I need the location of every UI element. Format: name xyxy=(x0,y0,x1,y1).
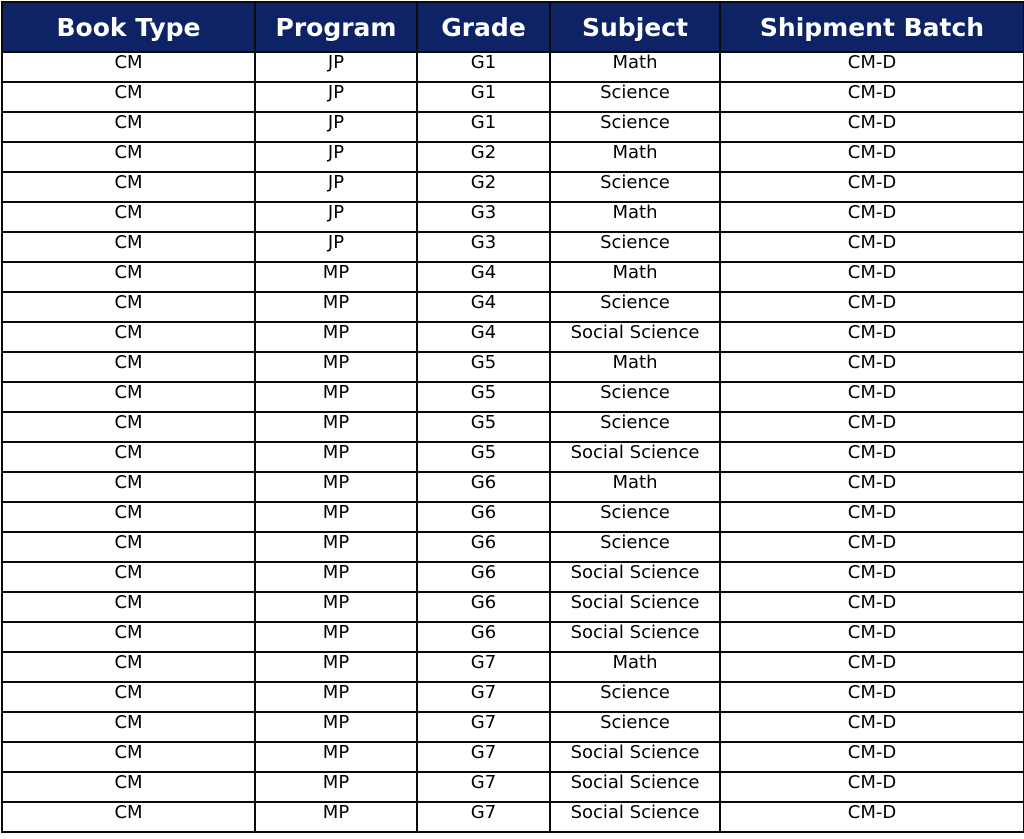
cell-shipment-batch: CM-D xyxy=(720,112,1024,142)
cell-book-type: CM xyxy=(2,562,255,592)
cell-subject: Social Science xyxy=(550,442,720,472)
cell-program: JP xyxy=(255,172,417,202)
cell-program: MP xyxy=(255,382,417,412)
cell-program: MP xyxy=(255,442,417,472)
cell-shipment-batch: CM-D xyxy=(720,652,1024,682)
cell-subject: Science xyxy=(550,112,720,142)
cell-book-type: CM xyxy=(2,592,255,622)
cell-shipment-batch: CM-D xyxy=(720,712,1024,742)
cell-grade: G4 xyxy=(417,322,550,352)
cell-grade: G4 xyxy=(417,292,550,322)
cell-book-type: CM xyxy=(2,52,255,82)
table-row xyxy=(2,322,1024,352)
cell-book-type: CM xyxy=(2,622,255,652)
cell-grade: G6 xyxy=(417,622,550,652)
table-row xyxy=(2,412,1024,442)
table-row xyxy=(2,262,1024,292)
cell-grade: G2 xyxy=(417,142,550,172)
cell-book-type: CM xyxy=(2,202,255,232)
table-row xyxy=(2,652,1024,682)
cell-book-type: CM xyxy=(2,442,255,472)
table-row xyxy=(2,502,1024,532)
cell-program: MP xyxy=(255,322,417,352)
cell-program: MP xyxy=(255,682,417,712)
cell-subject: Science xyxy=(550,412,720,442)
column-header-subject: Subject xyxy=(550,2,720,52)
cell-program: MP xyxy=(255,712,417,742)
cell-subject: Science xyxy=(550,292,720,322)
cell-shipment-batch: CM-D xyxy=(720,802,1024,832)
cell-subject: Science xyxy=(550,532,720,562)
table-row xyxy=(2,532,1024,562)
table-row xyxy=(2,352,1024,382)
cell-program: MP xyxy=(255,412,417,442)
cell-program: MP xyxy=(255,772,417,802)
cell-grade: G5 xyxy=(417,412,550,442)
cell-subject: Social Science xyxy=(550,592,720,622)
table-row xyxy=(2,82,1024,112)
cell-book-type: CM xyxy=(2,502,255,532)
cell-book-type: CM xyxy=(2,742,255,772)
cell-grade: G6 xyxy=(417,502,550,532)
cell-program: MP xyxy=(255,292,417,322)
cell-book-type: CM xyxy=(2,172,255,202)
cell-book-type: CM xyxy=(2,532,255,562)
cell-grade: G7 xyxy=(417,682,550,712)
table-row xyxy=(2,232,1024,262)
cell-book-type: CM xyxy=(2,712,255,742)
cell-shipment-batch: CM-D xyxy=(720,682,1024,712)
cell-shipment-batch: CM-D xyxy=(720,562,1024,592)
table-row xyxy=(2,442,1024,472)
cell-subject: Science xyxy=(550,232,720,262)
cell-program: MP xyxy=(255,532,417,562)
cell-shipment-batch: CM-D xyxy=(720,262,1024,292)
cell-program: MP xyxy=(255,352,417,382)
cell-subject: Social Science xyxy=(550,322,720,352)
cell-subject: Math xyxy=(550,352,720,382)
cell-shipment-batch: CM-D xyxy=(720,502,1024,532)
cell-program: MP xyxy=(255,802,417,832)
table-row xyxy=(2,592,1024,622)
cell-shipment-batch: CM-D xyxy=(720,532,1024,562)
table-row xyxy=(2,682,1024,712)
cell-shipment-batch: CM-D xyxy=(720,772,1024,802)
cell-subject: Social Science xyxy=(550,742,720,772)
cell-shipment-batch: CM-D xyxy=(720,622,1024,652)
cell-book-type: CM xyxy=(2,802,255,832)
table-row xyxy=(2,202,1024,232)
cell-shipment-batch: CM-D xyxy=(720,742,1024,772)
table-body xyxy=(2,52,1024,832)
cell-grade: G7 xyxy=(417,712,550,742)
table-row xyxy=(2,562,1024,592)
cell-subject: Math xyxy=(550,472,720,502)
column-header-shipment-batch: Shipment Batch xyxy=(720,2,1024,52)
cell-grade: G7 xyxy=(417,652,550,682)
table-header xyxy=(2,2,1024,52)
cell-book-type: CM xyxy=(2,232,255,262)
table-row xyxy=(2,622,1024,652)
table-row xyxy=(2,742,1024,772)
cell-shipment-batch: CM-D xyxy=(720,142,1024,172)
table-row xyxy=(2,112,1024,142)
cell-shipment-batch: CM-D xyxy=(720,382,1024,412)
cell-shipment-batch: CM-D xyxy=(720,82,1024,112)
cell-book-type: CM xyxy=(2,292,255,322)
cell-shipment-batch: CM-D xyxy=(720,292,1024,322)
cell-grade: G1 xyxy=(417,52,550,82)
cell-program: JP xyxy=(255,112,417,142)
cell-program: MP xyxy=(255,652,417,682)
cell-shipment-batch: CM-D xyxy=(720,592,1024,622)
cell-book-type: CM xyxy=(2,322,255,352)
table-row xyxy=(2,142,1024,172)
cell-book-type: CM xyxy=(2,382,255,412)
cell-program: JP xyxy=(255,202,417,232)
table-row xyxy=(2,802,1024,832)
cell-grade: G2 xyxy=(417,172,550,202)
table-row xyxy=(2,472,1024,502)
cell-book-type: CM xyxy=(2,262,255,292)
cell-grade: G6 xyxy=(417,532,550,562)
cell-subject: Science xyxy=(550,172,720,202)
cell-book-type: CM xyxy=(2,142,255,172)
cell-book-type: CM xyxy=(2,352,255,382)
cell-shipment-batch: CM-D xyxy=(720,52,1024,82)
cell-grade: G3 xyxy=(417,202,550,232)
cell-subject: Math xyxy=(550,142,720,172)
cell-book-type: CM xyxy=(2,112,255,142)
cell-shipment-batch: CM-D xyxy=(720,232,1024,262)
cell-subject: Science xyxy=(550,502,720,532)
table-row xyxy=(2,172,1024,202)
cell-shipment-batch: CM-D xyxy=(720,202,1024,232)
cell-program: MP xyxy=(255,472,417,502)
cell-grade: G3 xyxy=(417,232,550,262)
cell-grade: G5 xyxy=(417,352,550,382)
cell-subject: Science xyxy=(550,712,720,742)
cell-subject: Math xyxy=(550,202,720,232)
cell-subject: Social Science xyxy=(550,622,720,652)
cell-grade: G5 xyxy=(417,442,550,472)
cell-grade: G1 xyxy=(417,82,550,112)
column-header-grade: Grade xyxy=(417,2,550,52)
cell-grade: G7 xyxy=(417,802,550,832)
cell-subject: Math xyxy=(550,652,720,682)
column-header-book-type: Book Type xyxy=(2,2,255,52)
cell-book-type: CM xyxy=(2,472,255,502)
header-row xyxy=(2,2,1024,52)
cell-shipment-batch: CM-D xyxy=(720,172,1024,202)
cell-program: MP xyxy=(255,742,417,772)
cell-program: JP xyxy=(255,142,417,172)
cell-grade: G1 xyxy=(417,112,550,142)
cell-shipment-batch: CM-D xyxy=(720,472,1024,502)
cell-program: MP xyxy=(255,262,417,292)
table-row xyxy=(2,292,1024,322)
cell-shipment-batch: CM-D xyxy=(720,412,1024,442)
cell-program: MP xyxy=(255,562,417,592)
cell-book-type: CM xyxy=(2,412,255,442)
cell-grade: G7 xyxy=(417,742,550,772)
cell-book-type: CM xyxy=(2,652,255,682)
cell-subject: Science xyxy=(550,682,720,712)
cell-program: JP xyxy=(255,52,417,82)
cell-book-type: CM xyxy=(2,682,255,712)
shipment-table xyxy=(1,1,1024,833)
cell-grade: G7 xyxy=(417,772,550,802)
table-row xyxy=(2,52,1024,82)
table-row xyxy=(2,772,1024,802)
cell-subject: Social Science xyxy=(550,562,720,592)
cell-program: JP xyxy=(255,82,417,112)
cell-grade: G6 xyxy=(417,592,550,622)
cell-shipment-batch: CM-D xyxy=(720,352,1024,382)
cell-grade: G6 xyxy=(417,472,550,502)
cell-shipment-batch: CM-D xyxy=(720,442,1024,472)
cell-program: MP xyxy=(255,592,417,622)
cell-grade: G5 xyxy=(417,382,550,412)
cell-subject: Science xyxy=(550,82,720,112)
cell-book-type: CM xyxy=(2,82,255,112)
table-row xyxy=(2,712,1024,742)
cell-program: JP xyxy=(255,232,417,262)
column-header-program: Program xyxy=(255,2,417,52)
cell-program: MP xyxy=(255,502,417,532)
cell-subject: Math xyxy=(550,262,720,292)
cell-shipment-batch: CM-D xyxy=(720,322,1024,352)
cell-grade: G4 xyxy=(417,262,550,292)
cell-book-type: CM xyxy=(2,772,255,802)
cell-subject: Social Science xyxy=(550,802,720,832)
cell-grade: G6 xyxy=(417,562,550,592)
cell-program: MP xyxy=(255,622,417,652)
cell-subject: Social Science xyxy=(550,772,720,802)
table-row xyxy=(2,382,1024,412)
cell-subject: Science xyxy=(550,382,720,412)
cell-subject: Math xyxy=(550,52,720,82)
